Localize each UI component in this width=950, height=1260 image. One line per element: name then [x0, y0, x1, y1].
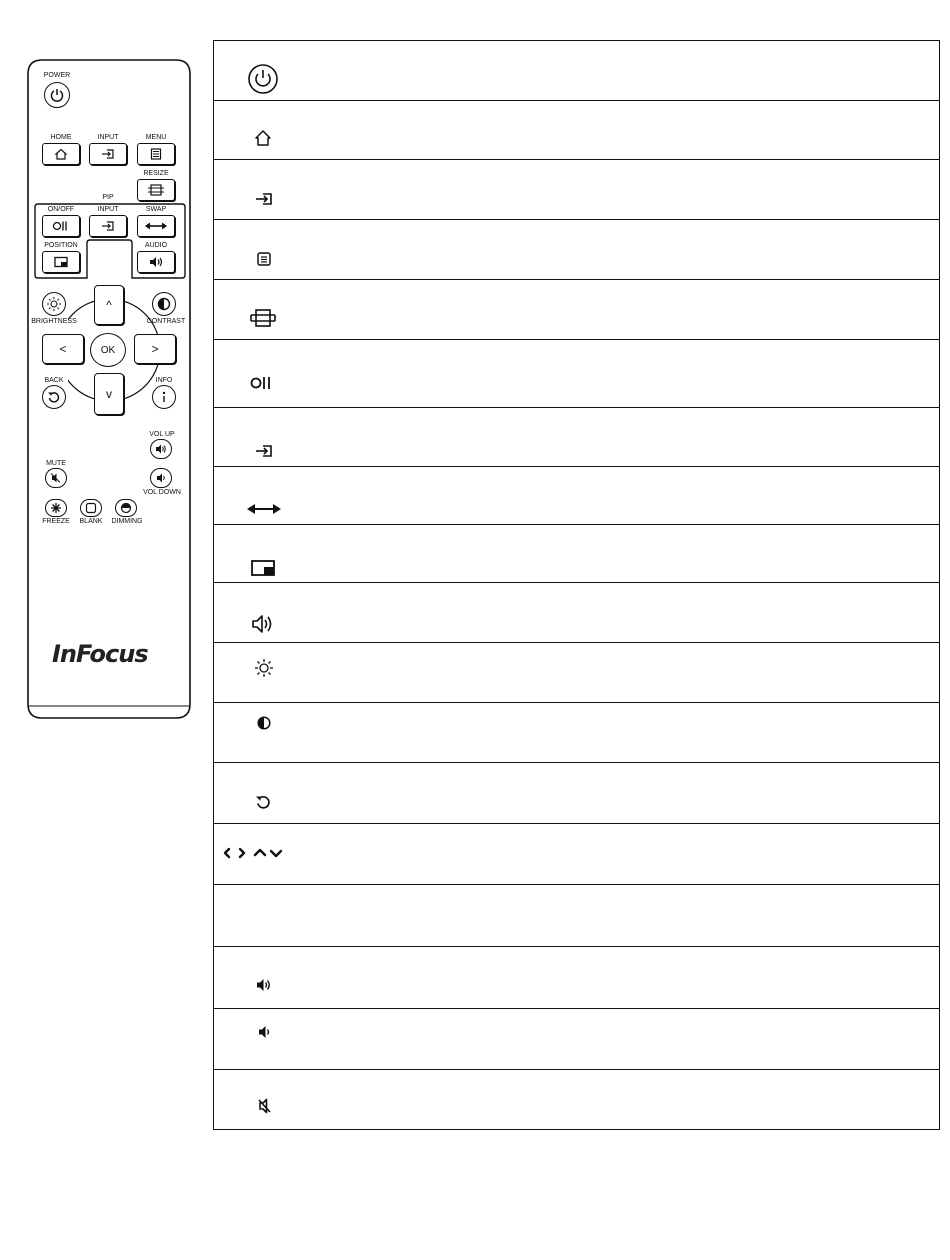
icon-cell: [214, 763, 310, 823]
vol-down-label: VOL DOWN: [143, 489, 181, 496]
contrast-button[interactable]: [152, 292, 176, 316]
table-row: [214, 219, 939, 279]
onoff-label: ON/OFF: [47, 206, 75, 213]
dimming-label: DIMMING: [111, 518, 143, 525]
freeze-button[interactable]: [45, 499, 67, 517]
table-row: [214, 100, 939, 159]
blank-button[interactable]: [80, 499, 102, 517]
table-row: [214, 642, 939, 702]
infocus-logo: InFocus: [52, 640, 148, 668]
input-label: INPUT: [97, 134, 119, 141]
audio-button[interactable]: [137, 251, 175, 273]
icon-cell: [214, 824, 310, 884]
freeze-icon: [50, 502, 62, 514]
blank-icon: [85, 502, 97, 514]
mute-icon: [258, 1098, 272, 1114]
mute-label: MUTE: [46, 460, 66, 467]
resize-label: RESIZE: [143, 170, 169, 177]
icon-cell: [214, 408, 310, 466]
resize-button[interactable]: [137, 179, 175, 201]
vol-down-icon: [155, 473, 167, 483]
position-label: POSITION: [44, 242, 78, 249]
vol-down-button[interactable]: [150, 468, 172, 488]
table-row: [214, 339, 939, 407]
input-button[interactable]: [89, 143, 127, 165]
swap-label: SWAP: [145, 206, 167, 213]
swap-icon: [246, 502, 282, 516]
resize-icon: [250, 308, 276, 328]
icon-cell: [214, 340, 310, 407]
audio-icon: [252, 614, 276, 634]
icon-cell: [214, 643, 310, 702]
table-row: [214, 159, 939, 219]
table-row: [214, 279, 939, 339]
freeze-label: FREEZE: [42, 518, 70, 525]
ok-button[interactable]: OK: [90, 333, 126, 367]
icon-cell: [214, 160, 310, 219]
home-icon: [54, 148, 68, 160]
pip-label: PIP: [102, 194, 114, 201]
dimming-button[interactable]: [115, 499, 137, 517]
brightness-label: BRIGHTNESS: [31, 318, 77, 325]
contrast-icon: [257, 716, 271, 730]
table-row: [214, 762, 939, 823]
pip-onoff-icon: [52, 220, 70, 232]
vol-up-button[interactable]: [150, 439, 172, 459]
mute-button[interactable]: [45, 468, 67, 488]
power-icon: [49, 87, 65, 103]
brightness-button[interactable]: [42, 292, 66, 316]
table-row: [214, 407, 939, 466]
menu-icon: [150, 148, 162, 160]
back-icon: [47, 390, 61, 404]
home-button[interactable]: [42, 143, 80, 165]
left-button[interactable]: <: [42, 334, 84, 364]
icon-cell: [214, 703, 310, 762]
table-row: [214, 582, 939, 642]
table-row: [214, 702, 939, 762]
table-row: [214, 884, 939, 946]
vol-up-label: VOL UP: [149, 431, 175, 438]
vol-down-icon: [258, 1025, 272, 1039]
info-icon: [158, 390, 170, 404]
nav-arrows-icon: [223, 846, 285, 860]
position-button[interactable]: [42, 251, 80, 273]
home-icon: [254, 129, 272, 147]
icon-cell: [214, 1009, 310, 1069]
menu-label: MENU: [145, 134, 167, 141]
info-button[interactable]: [152, 385, 176, 409]
pip-input-icon: [101, 220, 115, 232]
down-button[interactable]: v: [94, 373, 124, 415]
icon-cell: [214, 885, 310, 946]
brightness-icon: [46, 296, 62, 312]
resize-icon: [148, 184, 164, 196]
contrast-label: CONTRAST: [146, 318, 186, 325]
icon-cell: [214, 220, 310, 279]
back-icon: [255, 794, 271, 810]
table-row: [214, 466, 939, 524]
button-description-table: [213, 40, 940, 1130]
mute-icon: [50, 473, 62, 483]
icon-cell: [214, 1070, 310, 1130]
home-label: HOME: [50, 134, 72, 141]
brightness-icon: [254, 658, 274, 678]
pip-onoff-icon: [250, 375, 274, 391]
icon-cell: [214, 467, 310, 524]
table-row: [214, 823, 939, 884]
audio-label: AUDIO: [144, 242, 168, 249]
pip-input-label: INPUT: [97, 206, 119, 213]
table-row: [214, 41, 939, 100]
swap-button[interactable]: [137, 215, 175, 237]
power-button[interactable]: [44, 82, 70, 108]
icon-cell: [214, 583, 310, 642]
vol-up-icon: [256, 978, 272, 992]
swap-icon: [144, 221, 168, 231]
position-icon: [54, 256, 68, 268]
icon-cell: [214, 280, 310, 339]
table-row: [214, 1008, 939, 1069]
right-button[interactable]: >: [134, 334, 176, 364]
blank-label: BLANK: [79, 518, 103, 525]
icon-cell: [214, 525, 310, 582]
pip-input-icon: [255, 444, 273, 458]
info-label: INFO: [155, 377, 173, 384]
pip-input-button[interactable]: [89, 215, 127, 237]
input-icon: [101, 148, 115, 160]
position-icon: [251, 560, 275, 576]
power-label: POWER: [43, 72, 71, 79]
table-row: [214, 1069, 939, 1130]
pip-onoff-button[interactable]: [42, 215, 80, 237]
up-button[interactable]: ^: [94, 285, 124, 325]
icon-cell: [214, 101, 310, 159]
icon-cell: [214, 947, 310, 1008]
back-button[interactable]: [42, 385, 66, 409]
remote-control: [0, 0, 200, 730]
vol-up-icon: [155, 444, 167, 454]
back-label: BACK: [44, 377, 64, 384]
menu-button[interactable]: [137, 143, 175, 165]
input-icon: [255, 192, 273, 206]
table-row: [214, 524, 939, 582]
table-row: [214, 946, 939, 1008]
audio-icon: [149, 256, 163, 268]
menu-icon: [257, 252, 271, 266]
contrast-icon: [157, 297, 171, 311]
icon-cell: [214, 41, 310, 100]
power-icon: [247, 63, 279, 95]
dimming-icon: [120, 502, 132, 514]
